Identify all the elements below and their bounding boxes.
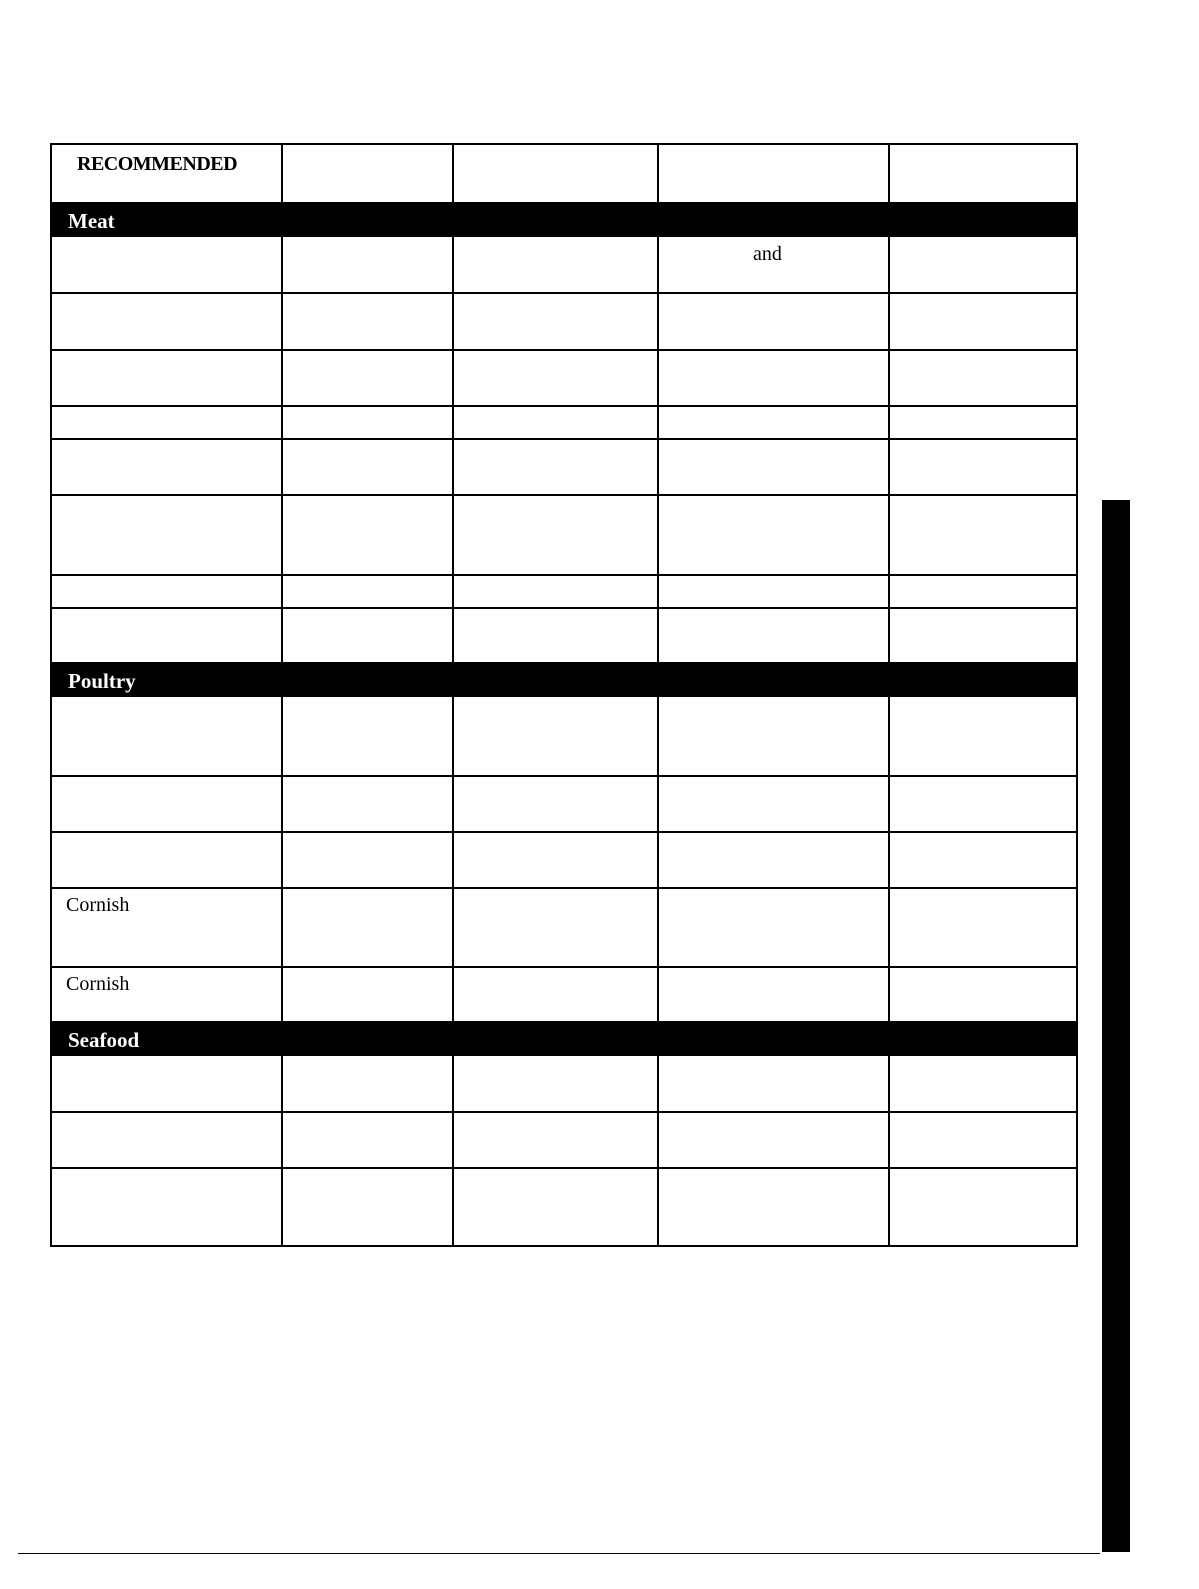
section-tab-marker xyxy=(1102,500,1130,1552)
table-cell: Cornish xyxy=(66,973,130,995)
section-label-poultry: Poultry xyxy=(68,669,136,693)
footer-rule xyxy=(18,1553,1100,1554)
table-rule xyxy=(50,831,1078,833)
section-label-meat: Meat xyxy=(68,209,115,233)
table-rule xyxy=(50,1111,1078,1113)
table-rule xyxy=(50,966,1078,968)
table-rule xyxy=(50,574,1078,576)
table-rule xyxy=(50,775,1078,777)
section-band-poultry xyxy=(50,662,1078,697)
table-rule xyxy=(50,438,1078,440)
section-band-seafood xyxy=(50,1021,1078,1056)
table-header-recommended: RECOMMENDED xyxy=(77,153,238,175)
table-rule xyxy=(50,143,1078,145)
table-rule xyxy=(50,1245,1078,1247)
table-rule xyxy=(50,494,1078,496)
table-cell: and xyxy=(753,243,782,265)
table-rule xyxy=(50,349,1078,351)
table-rule xyxy=(50,607,1078,609)
section-label-seafood: Seafood xyxy=(68,1028,140,1052)
table-cell: Cornish xyxy=(66,894,130,916)
section-band-meat xyxy=(50,202,1078,237)
table-rule xyxy=(50,405,1078,407)
table-rule xyxy=(50,887,1078,889)
table-rule xyxy=(50,1167,1078,1169)
table-rule xyxy=(50,292,1078,294)
